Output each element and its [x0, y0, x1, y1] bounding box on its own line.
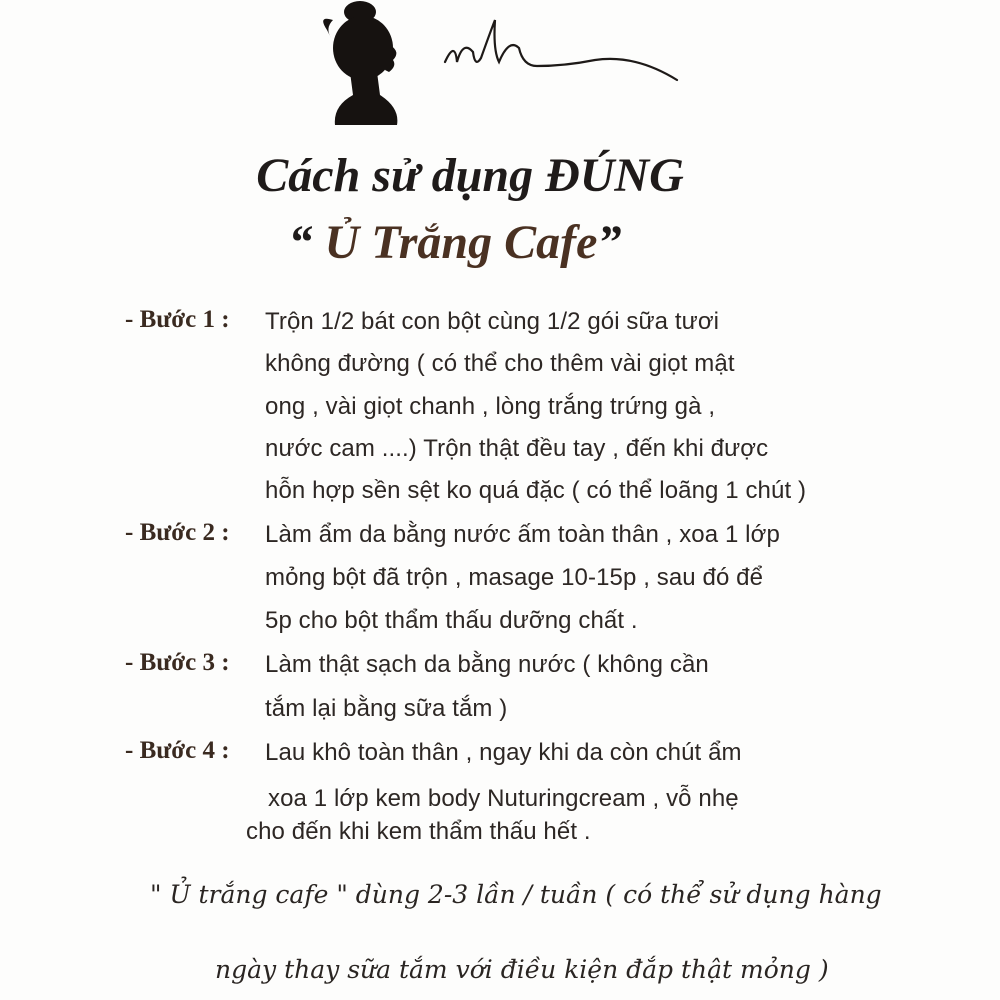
- step-label: - Bước 1 :: [125, 306, 230, 333]
- usage-note-line-2: ngày thay sữa tắm với điều kiện đắp thật mỏng ): [215, 955, 829, 984]
- usage-note-line-1: " Ủ trắng cafe " dùng 2-3 lần / tuần ( có thể sử dụng hàng: [150, 880, 882, 909]
- woman-silhouette-icon: [323, 1, 397, 125]
- step-label: - Bước 4 :: [125, 737, 230, 764]
- step-line: Lau khô toàn thân , ngay khi da còn chút ẩm: [265, 739, 742, 766]
- step-label: - Bước 2 :: [125, 519, 230, 546]
- step-line: cho đến khi kem thẩm thấu hết .: [246, 818, 591, 845]
- step-line: 5p cho bột thẩm thấu dưỡng chất .: [265, 607, 638, 634]
- step-line: xoa 1 lớp kem body Nuturingcream , vỗ nhẹ: [268, 785, 739, 812]
- page-subtitle: [0, 215, 955, 270]
- step-line: hỗn hợp sền sệt ko quá đặc ( có thể loãng 1 chút ): [265, 477, 807, 504]
- open-quote: “: [288, 216, 313, 269]
- step-line: ong , vài giọt chanh , lòng trắng trứng gà ,: [265, 393, 716, 420]
- step-line: tắm lại bằng sữa tắm ): [265, 695, 508, 722]
- step-label: - Bước 3 :: [125, 649, 230, 676]
- signature-icon: [445, 20, 677, 80]
- step-line: Làm thật sạch da bằng nước ( không cần: [265, 651, 709, 678]
- step-line: mỏng bột đã trộn , masage 10-15p , sau đó để: [265, 564, 764, 591]
- silhouette-logo: [305, 0, 695, 130]
- step-line: không đường ( có thể cho thêm vài giọt mật: [265, 350, 735, 377]
- close-quote: ”: [597, 216, 622, 269]
- step-line: Trộn 1/2 bát con bột cùng 1/2 gói sữa tươi: [265, 308, 720, 335]
- product-name: Ủ Trắng Cafe: [324, 216, 598, 269]
- step-line: Làm ẩm da bằng nước ấm toàn thân , xoa 1 lớp: [265, 521, 780, 548]
- page-title: Cách sử dụng ĐÚNG: [256, 149, 684, 202]
- step-line: nước cam ....) Trộn thật đều tay , đến khi được: [265, 435, 769, 462]
